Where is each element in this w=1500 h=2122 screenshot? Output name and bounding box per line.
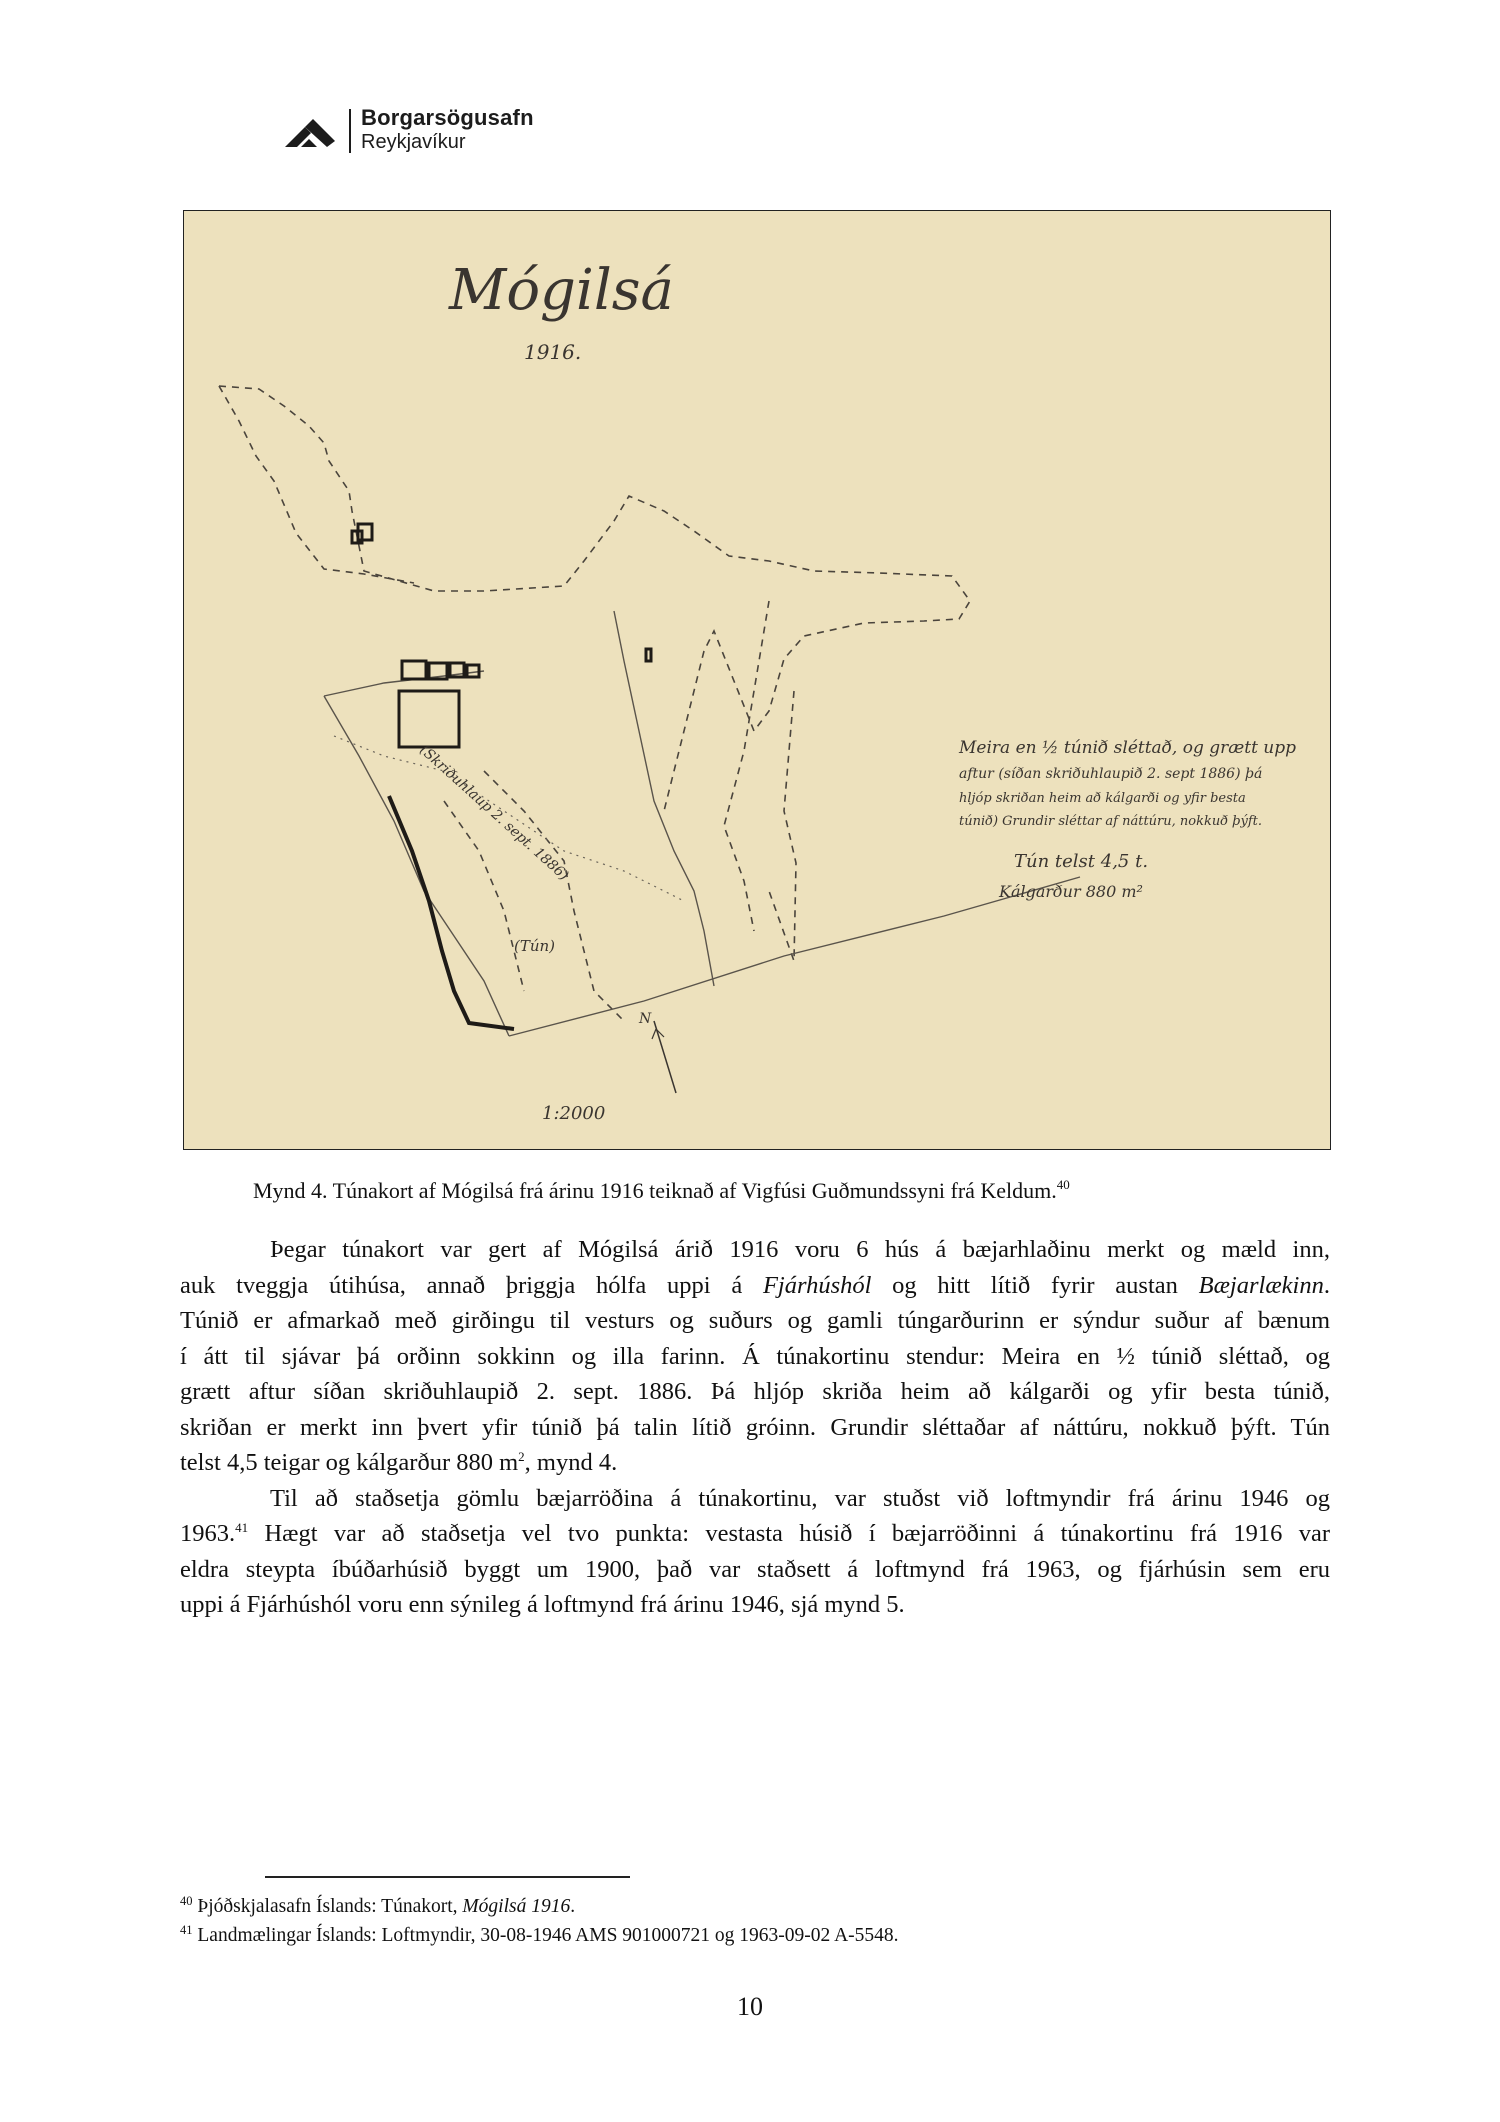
- logo-mark-icon: [281, 107, 337, 155]
- note-line: Kálgarður 880 m²: [999, 882, 1143, 901]
- footnote-rule: [265, 1876, 630, 1878]
- map-title: Mógilsá: [449, 258, 674, 323]
- text-line: auk tveggja útihúsa, annað þriggja hólfa uppi á Fjárhúshól og hitt lítið fyrir austan Bæjarlækinn.: [180, 1271, 1330, 1299]
- text-line: Túnið er afmarkað með girðingu til vesturs og suðurs og gamli túngarðurinn er sýndur suður af bænum: [180, 1307, 1330, 1334]
- slide-label: (Skriðuhlaup 2. sept. 1886): [416, 742, 572, 884]
- text-line: eldra steypta íbúðarhúsið byggt um 1900, það var staðsett á loftmynd frá 1963, og fjárhúsin sem eru: [180, 1555, 1330, 1583]
- note-line: túnið) Grundir sléttar af náttúru, nokkuð þýft.: [959, 814, 1263, 829]
- body-text: [180, 1232, 1330, 1623]
- text-line: í átt til sjávar þá orðinn sokkinn og illa farinn. Á túnakortinu stendur: Meira en ½ túnið sléttað, og: [180, 1342, 1330, 1370]
- logo-city: Reykjavíkur: [361, 131, 466, 153]
- paragraph-2: [180, 1481, 1330, 1623]
- text-line: Þegar túnakort var gert af Mógilsá árið 1916 voru 6 hús á bæjarhlaðinu merkt og mæld inn,: [270, 1236, 1330, 1263]
- text-line: skriðan er merkt inn þvert yfir túnið þá talin lítið gróinn. Grundir sléttaðar af náttúru, nokkuð þýft. Tún: [180, 1413, 1330, 1441]
- note-line: aftur (síðan skriðuhlaupið 2. sept 1886) þá: [959, 766, 1263, 782]
- figure-caption: [253, 1178, 1070, 1204]
- historical-map-drawing: [184, 211, 1331, 1150]
- text-line: 1963.41 Hægt var að staðsetja vel tvo punkta: vestasta húsið í bæjarröðinni á túnakortinu frá 1916 var: [180, 1520, 1330, 1547]
- note-line: hljóp skriðan heim að kálgarði og yfir besta: [959, 791, 1246, 806]
- logo-divider: [349, 109, 351, 153]
- note-line: Meira en ½ túnið sléttað, og grætt upp: [959, 738, 1297, 758]
- text-line: grætt aftur síðan skriðuhlaupið 2. sept. 1886. Þá hljóp skriða heim að kálgarði og yfir besta túnið,: [180, 1378, 1330, 1405]
- north-label: N: [639, 1011, 652, 1027]
- text-line: telst 4,5 teigar og kálgarður 880 $m^2$, mynd 4.: [180, 1449, 618, 1476]
- museum-logo: [281, 105, 581, 157]
- footnote-40: $^{40}$ Þjóðskjalasafn Íslands: Túnakort, Mógilsá 1916.: [180, 1894, 576, 1917]
- text-line: uppi á Fjárhúshól voru enn sýnileg á loftmynd frá árinu 1946, sjá mynd 5.: [180, 1591, 905, 1618]
- text-line: Til að staðsetja gömlu bæjarröðina á túnakortinu, var stuðst við loftmyndir frá árinu 1946 og: [270, 1484, 1330, 1512]
- map-scale: 1:2000: [542, 1103, 606, 1124]
- page-number: 10: [737, 1992, 763, 2021]
- map-paper: [184, 211, 1331, 1150]
- caption-ref: 40: [1056, 1177, 1070, 1192]
- logo-name: Borgarsögusafn: [361, 105, 534, 130]
- paragraph-1: [180, 1232, 1330, 1481]
- map-figure: [183, 210, 1331, 1150]
- map-year: 1916.: [524, 340, 582, 364]
- footnote-41: $^{41}$ Landmælingar Íslands: Loftmyndir, 30-08-1946 AMS 901000721 og 1963-09-02 A-5548.: [180, 1923, 899, 1946]
- field-label: (Tún): [514, 937, 556, 955]
- caption-text: Mynd 4. Túnakort af Mógilsá frá árinu 1916 teiknað af Vigfúsi Guðmundssyni frá Keldum.: [253, 1178, 1057, 1203]
- note-line: Tún telst 4,5 t.: [1014, 851, 1149, 872]
